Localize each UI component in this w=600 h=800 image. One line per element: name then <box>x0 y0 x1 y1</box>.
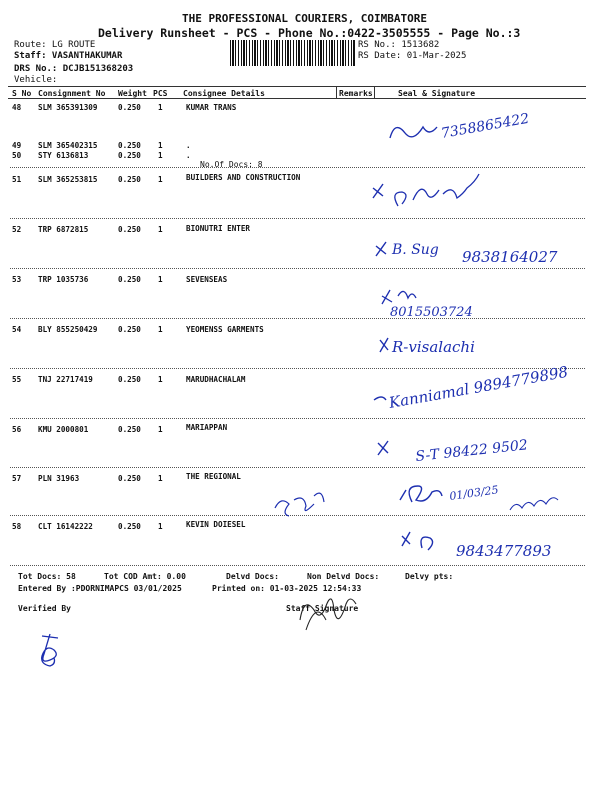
sig58-text: 9843477893 <box>456 542 552 560</box>
staff-signature <box>292 590 362 639</box>
row-54-pcs: 1 <box>158 325 163 334</box>
signature-row-56 <box>376 425 596 474</box>
sig55-text: Kanniamal 9894779898 <box>387 362 570 412</box>
sig48-text: 7358865422 <box>439 110 531 142</box>
table-top-border <box>8 86 586 87</box>
vehicle-label: Vehicle: <box>14 75 58 85</box>
signature-row-52 <box>374 232 584 276</box>
total-cod-amount: Tot COD Amt: 0.00 <box>104 572 186 581</box>
row-55-weight: 0.250 <box>118 375 141 384</box>
rs-number: RS No.: 1513682 <box>358 40 440 50</box>
stamp-mark <box>270 482 330 526</box>
sig53-text: 8015503724 <box>390 305 473 320</box>
row-57-pcs: 1 <box>158 474 163 483</box>
delivery-points: Delvy pts: <box>405 572 454 581</box>
row-56-weight: 0.250 <box>118 425 141 434</box>
row-53-consignee: SEVENSEAS <box>186 275 228 284</box>
row-53-pcs: 1 <box>158 275 163 284</box>
sig52-text: 9838164027 <box>462 248 558 266</box>
row-52-consignee: BIONUTRI ENTER <box>186 224 251 233</box>
row-53-cons: TRP 1035736 <box>38 275 89 284</box>
row-51-sno: 51 <box>12 175 22 184</box>
col-consignment: Consignment No <box>38 89 106 98</box>
row-50-weight: 0.250 <box>118 151 141 160</box>
signature-row-55 <box>370 362 590 426</box>
row-48-pcs: 1 <box>158 103 163 112</box>
entered-by: Entered By :PDORNIMAPCS 03/01/2025 <box>18 584 182 593</box>
sig54-text: R-visalachi <box>392 338 475 356</box>
row-55-pcs: 1 <box>158 375 163 384</box>
row-58-consignee: KEVIN DOIESEL <box>186 520 246 529</box>
total-docs: Tot Docs: 58 <box>18 572 76 581</box>
seal-divider <box>374 86 375 98</box>
row-51-weight: 0.250 <box>118 175 141 184</box>
row-51-consignee: BUILDERS AND CONSTRUCTION <box>186 173 301 182</box>
barcode <box>230 40 355 66</box>
row-52-cons: TRP 6872815 <box>38 225 89 234</box>
row-57-weight: 0.250 <box>118 474 141 483</box>
company-name: THE PROFESSIONAL COURIERS, COIMBATORE <box>182 12 428 25</box>
row-50-cons: STY 6136813 <box>38 151 89 160</box>
col-sno: S No <box>12 89 32 98</box>
table-header-border <box>8 98 586 99</box>
signature-row-57 <box>390 470 590 524</box>
sig57-text: 01/03/25 <box>448 483 500 503</box>
row-50-consignee: . <box>186 151 191 160</box>
row-54-consignee: YEOMENSS GARMENTS <box>186 325 264 334</box>
remarks-divider <box>336 86 337 98</box>
row-55-cons: TNJ 22717419 <box>38 375 93 384</box>
row-48-cons: SLM 365391309 <box>38 103 98 112</box>
delivered-docs: Delvd Docs: <box>226 572 279 581</box>
row-48-weight: 0.250 <box>118 103 141 112</box>
row-51-pcs: 1 <box>158 175 163 184</box>
col-seal-signature: Seal & Signature <box>398 89 476 98</box>
row-58-pcs: 1 <box>158 522 163 531</box>
row-52-weight: 0.250 <box>118 225 141 234</box>
row-58-cons: CLT 16142222 <box>38 522 93 531</box>
row-53-sno: 53 <box>12 275 22 284</box>
row-51-cons: SLM 365253815 <box>38 175 98 184</box>
row-49-pcs: 1 <box>158 141 163 150</box>
staff-label: Staff: VASANTHAKUMAR <box>14 51 123 61</box>
row-56-consignee: MARIAPPAN <box>186 423 228 432</box>
row-54-sno: 54 <box>12 325 22 334</box>
col-consignee: Consignee Details <box>183 89 265 98</box>
row-48-sno: 48 <box>12 103 22 112</box>
row-49-cons: SLM 365402315 <box>38 141 98 150</box>
signature-row-48 <box>380 108 580 162</box>
row-54-cons: BLY 855250429 <box>38 325 98 334</box>
row-57-consignee: THE REGIONAL <box>186 472 241 481</box>
col-pcs: PCS <box>153 89 168 98</box>
drs-number: DRS No.: DCJB151368203 <box>14 64 134 74</box>
runsheet-subtitle: Delivery Runsheet - PCS - Phone No.:0422-3505555 - Page No.:3 <box>98 26 521 40</box>
signature-row-51 <box>368 170 518 224</box>
row-56-pcs: 1 <box>158 425 163 434</box>
row-52-pcs: 1 <box>158 225 163 234</box>
row-58-sno: 58 <box>12 522 22 531</box>
col-weight: Weight <box>118 89 147 98</box>
signature-row-54 <box>378 332 538 366</box>
row-55-sno: 55 <box>12 375 22 384</box>
row-50-sno: 50 <box>12 151 22 160</box>
no-of-docs: No.Of Docs: 8 <box>200 160 263 169</box>
signature-row-53 <box>376 282 526 326</box>
row-57-cons: PLN 31963 <box>38 474 80 483</box>
row-48-consignee: KUMAR TRANS <box>186 103 237 112</box>
svg-text:B. Sug: B. Sug <box>392 242 439 258</box>
col-remarks: Remarks <box>339 89 373 98</box>
row-55-consignee: MARUDHACHALAM <box>186 375 246 384</box>
verified-by: Verified By <box>18 604 71 613</box>
row-49-consignee: . <box>186 141 191 150</box>
printed-on: Printed on: 01-03-2025 12:54:33 <box>212 584 362 593</box>
non-delivered-docs: Non Delvd Docs: <box>307 572 380 581</box>
row-49-sno: 49 <box>12 141 22 150</box>
row-57-sno: 57 <box>12 474 22 483</box>
row-58-weight: 0.250 <box>118 522 141 531</box>
sig56-text: S-T 98422 9502 <box>414 437 529 465</box>
row-56-sno: 56 <box>12 425 22 434</box>
staff-signature-label: Staff Signature <box>286 604 359 613</box>
row-53-weight: 0.250 <box>118 275 141 284</box>
row-52-sno: 52 <box>12 225 22 234</box>
row-separator <box>10 167 585 168</box>
row-49-weight: 0.250 <box>118 141 141 150</box>
row-50-pcs: 1 <box>158 151 163 160</box>
row-54-weight: 0.250 <box>118 325 141 334</box>
row-56-cons: KMU 2000801 <box>38 425 89 434</box>
row-separator <box>10 368 585 369</box>
rs-date: RS Date: 01-Mar-2025 <box>358 51 467 61</box>
route-label: Route: LG ROUTE <box>14 40 96 50</box>
signature-row-58 <box>398 524 598 568</box>
verifier-signature <box>32 628 72 672</box>
